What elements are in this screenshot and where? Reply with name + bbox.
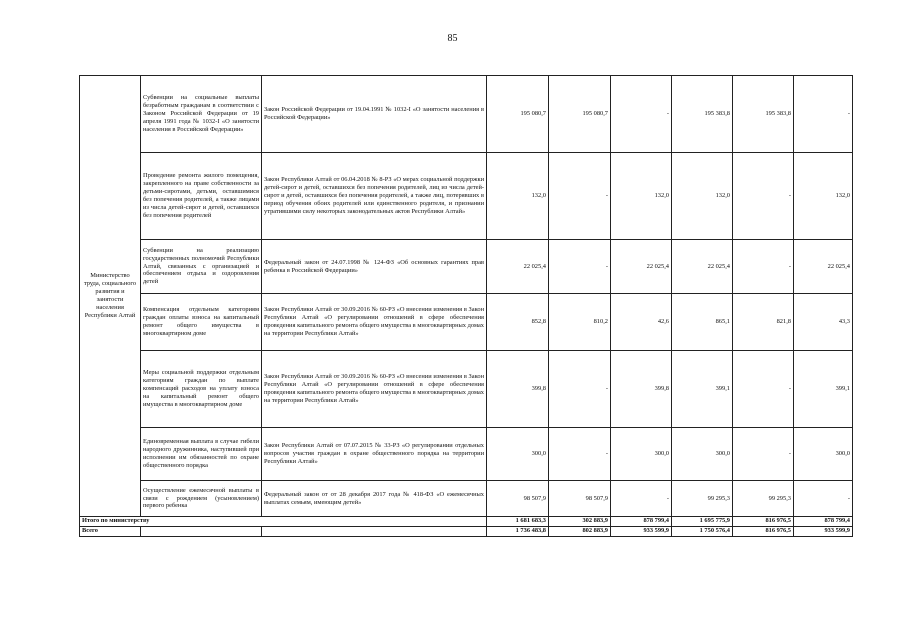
table-row	[80, 351, 853, 428]
value-cell: -	[794, 76, 853, 153]
grand-total-row	[80, 527, 853, 537]
total-label: Итого по министерству	[80, 517, 487, 527]
value-cell: 22 025,4	[672, 240, 733, 294]
ministry-name: Министерство труда, социального развития и занятости населения Республики Алтай	[80, 76, 141, 517]
value-cell: 98 507,9	[549, 481, 611, 517]
total-cell: 1 736 483,8	[487, 527, 549, 537]
grand-total-label: Всего	[80, 527, 141, 537]
value-cell: 810,2	[549, 294, 611, 351]
total-cell: 933 599,9	[794, 527, 853, 537]
row-description: Субвенции на реализацию государственных полномочий Республики Алтай, связанных с организацией и обеспечением отдыха и оздоровления детей	[141, 240, 262, 294]
value-cell: 98 507,9	[487, 481, 549, 517]
total-cell: 1 695 775,9	[672, 517, 733, 527]
value-cell: 132,0	[611, 153, 672, 240]
table-row	[80, 153, 853, 240]
row-law: Закон Республики Алтай от 30.09.2016 № 60-РЗ «О внесении изменения в Закон Республики Алтай «О регулировании отношений в сфере обеспечения проведения капитального ремонта общего имущества в многоквартирных домах на территории Республики Алтай»	[262, 294, 487, 351]
value-cell: 300,0	[611, 428, 672, 481]
value-cell: -	[549, 153, 611, 240]
value-cell: 852,8	[487, 294, 549, 351]
row-law: Закон Российской Федерации от 19.04.1991 № 1032-I «О занятости населения в Российской Федерации»	[262, 76, 487, 153]
value-cell: 132,0	[794, 153, 853, 240]
value-cell: -	[549, 428, 611, 481]
row-description: Осуществление ежемесячной выплаты в связи с рождением (усыновлением) первого ребенка	[141, 481, 262, 517]
value-cell: 195 080,7	[549, 76, 611, 153]
total-cell: 933 599,9	[611, 527, 672, 537]
value-cell: 195 080,7	[487, 76, 549, 153]
table-row	[80, 76, 853, 153]
value-cell: -	[733, 428, 794, 481]
value-cell: -	[549, 351, 611, 428]
value-cell: -	[549, 240, 611, 294]
empty-cell	[141, 527, 262, 537]
row-law: Закон Республики Алтай от 07.07.2015 № 33-РЗ «О регулировании отдельных вопросов участия граждан в охране общественного порядка на территории Республики Алтай»	[262, 428, 487, 481]
table-row	[80, 294, 853, 351]
total-cell: 802 883,9	[549, 527, 611, 537]
row-law: Закон Республики Алтай от 06.04.2018 № 8-РЗ «О мерах социальной поддержки детей-сирот и детей, оставшихся без попечения родителей, лиц из числа детей-сирот и детей, оставшихся без попечения родителей, а также лиц, потерявших в период обучения обоих родителей или единственного родителя, и признании утратившими силу некоторых законодательных актов Республики Алтай»	[262, 153, 487, 240]
row-law: Федеральный закон от 24.07.1998 № 124-ФЗ «Об основных гарантиях прав ребенка в Российской Федерации»	[262, 240, 487, 294]
total-cell: 1 681 683,3	[487, 517, 549, 527]
page-number: 85	[447, 33, 458, 44]
value-cell: 399,8	[611, 351, 672, 428]
total-cell: 816 976,5	[733, 517, 794, 527]
empty-cell	[262, 527, 487, 537]
value-cell: -	[611, 481, 672, 517]
value-cell: 99 295,3	[672, 481, 733, 517]
row-description: Единовременная выплата в случае гибели народного дружинника, наступившей при исполнении им обязанностей по охране общественного порядка	[141, 428, 262, 481]
value-cell: 132,0	[672, 153, 733, 240]
value-cell: -	[611, 76, 672, 153]
row-description: Меры социальной поддержки отдельным категориям граждан по выплате компенсаций расходов на уплату взноса на капитальный ремонт общего имущества в многоквартирном доме	[141, 351, 262, 428]
row-law: Федеральный закон от от 28 декабря 2017 года № 418-ФЗ «О ежемесячных выплатах семьям, имеющим детей»	[262, 481, 487, 517]
value-cell: 42,6	[611, 294, 672, 351]
value-cell: 22 025,4	[611, 240, 672, 294]
value-cell: -	[733, 240, 794, 294]
value-cell: 99 295,3	[733, 481, 794, 517]
total-cell: 878 799,4	[794, 517, 853, 527]
total-cell: 878 799,4	[611, 517, 672, 527]
value-cell: 195 383,8	[672, 76, 733, 153]
total-cell: 302 883,9	[549, 517, 611, 527]
value-cell: 300,0	[794, 428, 853, 481]
value-cell: 399,1	[672, 351, 733, 428]
row-description: Компенсация отдельным категориям граждан оплаты взноса на капитальный ремонт общего имущества в многоквартирном доме	[141, 294, 262, 351]
value-cell: 865,1	[672, 294, 733, 351]
row-description: Субвенции на социальные выплаты безработным гражданам в соответствии с Законом Российской Федерации от 19 апреля 1991 года № 1032-I «О занятости населения в Российской Федерации»	[141, 76, 262, 153]
table-row	[80, 240, 853, 294]
value-cell: 22 025,4	[794, 240, 853, 294]
budget-table	[79, 75, 853, 537]
value-cell: 300,0	[487, 428, 549, 481]
value-cell: -	[733, 153, 794, 240]
value-cell: 399,8	[487, 351, 549, 428]
value-cell: 43,3	[794, 294, 853, 351]
table-row	[80, 428, 853, 481]
total-cell: 816 976,5	[733, 527, 794, 537]
value-cell: 300,0	[672, 428, 733, 481]
ministry-total-row	[80, 517, 853, 527]
row-law: Закон Республики Алтай от 30.09.2016 № 60-РЗ «О внесении изменения в Закон Республики Алтай «О регулировании отношений в сфере обеспечения проведения капитального ремонта общего имущества в многоквартирных домах на территории Республики Алтай»	[262, 351, 487, 428]
value-cell: 399,1	[794, 351, 853, 428]
value-cell: 22 025,4	[487, 240, 549, 294]
value-cell: -	[794, 481, 853, 517]
total-cell: 1 750 576,4	[672, 527, 733, 537]
row-description: Проведение ремонта жилого помещения, закрепленного на праве собственности за детьми-сиротами, детьми, оставшимися без попечения родителей, а также лицами из числа детей-сирот и детей, оставшихся без попечения родителей	[141, 153, 262, 240]
value-cell: 195 383,8	[733, 76, 794, 153]
table-row	[80, 481, 853, 517]
value-cell: 132,0	[487, 153, 549, 240]
value-cell: 821,8	[733, 294, 794, 351]
value-cell: -	[733, 351, 794, 428]
